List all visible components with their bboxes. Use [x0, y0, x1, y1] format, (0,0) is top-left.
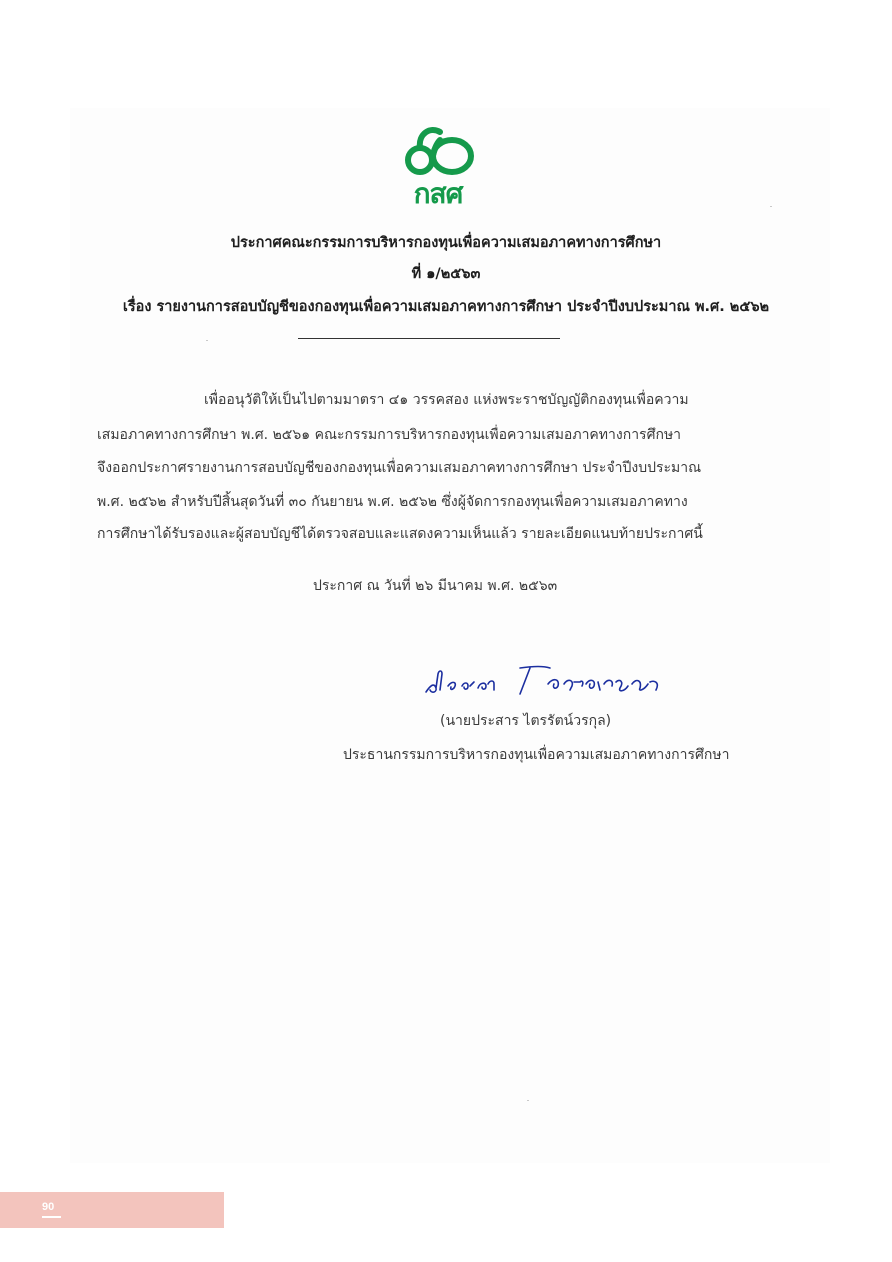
scan-speck: [527, 1100, 529, 1101]
body-paragraph-line: จึงออกประกาศรายงานการสอบบัญชีของกองทุนเพื่อความเสมอภาคทางการศึกษา ประจำปีงบประมาณ: [97, 460, 702, 476]
announcement-subject: เรื่อง รายงานการสอบบัญชีของกองทุนเพื่อความเสมอภาคทางการศึกษา ประจำปีงบประมาณ พ.ศ. ๒๕๖๒: [122, 299, 770, 315]
logo-symbol-icon: [392, 120, 484, 180]
signatory-name: (นายประสาร ไตรรัตน์วรกุล): [440, 713, 612, 729]
scan-speck: [206, 340, 208, 341]
body-paragraph-line: เพื่ออนุวัติให้เป็นไปตามมาตรา ๔๑ วรรคสอง แห่งพระราชบัญญัติกองทุนเพื่อความ: [204, 392, 689, 408]
footer-bar: [0, 1192, 224, 1228]
page-number: 90: [42, 1201, 55, 1213]
announcement-date: ประกาศ ณ วันที่ ๒๖ มีนาคม พ.ศ. ๒๕๖๓: [313, 578, 558, 594]
scan-speck: [770, 206, 772, 207]
announcement-number: ที่ ๑/๒๕๖๓: [411, 266, 481, 282]
handwritten-signature: [424, 660, 674, 702]
logo-text: กสศ: [413, 177, 463, 210]
header-divider: [298, 338, 560, 339]
page-number-underline: [42, 1216, 61, 1218]
body-paragraph-line: เสมอภาคทางการศึกษา พ.ศ. ๒๕๖๑ คณะกรรมการบริหารกองทุนเพื่อความเสมอภาคทางการศึกษา: [97, 427, 682, 443]
body-paragraph-line: การศึกษาได้รับรองและผู้สอบบัญชีได้ตรวจสอบและแสดงความเห็นแล้ว รายละเอียดแนบท้ายประกาศนี้: [97, 526, 703, 542]
body-paragraph-line: พ.ศ. ๒๕๖๒ สำหรับปีสิ้นสุดวันที่ ๓๐ กันยายน พ.ศ. ๒๕๖๒ ซึ่งผู้จัดการกองทุนเพื่อความเสมอภาคทาง: [97, 494, 688, 510]
announcement-title: ประกาศคณะกรรมการบริหารกองทุนเพื่อความเสมอภาคทางการศึกษา: [230, 235, 662, 251]
signatory-position: ประธานกรรมการบริหารกองทุนเพื่อความเสมอภาคทางการศึกษา: [343, 747, 730, 763]
org-logo: [392, 120, 484, 212]
